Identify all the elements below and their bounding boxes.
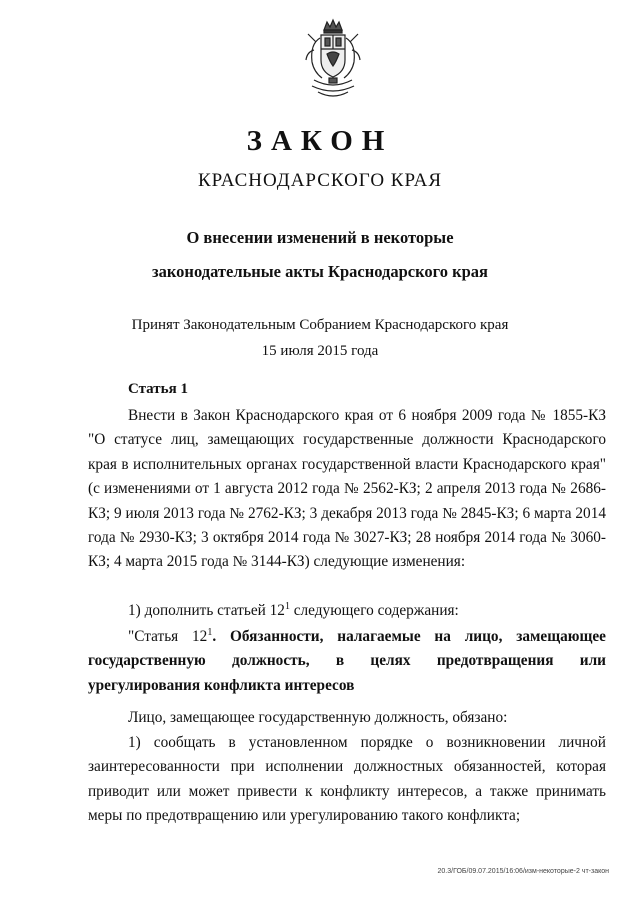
new-article-heading [88,625,606,698]
region-title: КРАСНОДАРСКОГО КРАЯ [197,170,442,191]
article-heading: Статья 1 [128,381,188,397]
item-1-sup: 1 [284,600,290,612]
new-article-title: . Обязанности, налагаемые на лицо, замещающее государственную должность, в целях предотвращения или урегулирования конфликта интересов [88,628,606,694]
item-1 [88,599,606,623]
subject-line-2: законодательные акты Краснодарского края [152,262,488,281]
article-1-text: Внести в Закон Краснодарского края от 6 ноября 2009 года № 1855-КЗ "О статусе лиц, замещающих государственные должности Краснодарского края в исполнительных органах государственной власти Краснодарского края" (с изменениями от 1 августа 2012 года № 2562-КЗ; 2 апреля 2013 года № 2686-КЗ; 9 июля 2013 года № 2762-КЗ; 3 декабря 2013 года № 2845-КЗ; 6 марта 2014 года № 2930-КЗ; 3 октября 2014 года № 3027-КЗ; 28 ноября 2014 года № 3060-КЗ; 4 марта 2015 года № 3144-КЗ) следующие изменения: [88,407,606,571]
file-reference: 20.3/ГОБ/09.07.2015/16:06/изм-некоторые-2 чт-закон [437,868,609,875]
adoption-body: Принят Законодательным Собранием Краснодарского края [131,317,509,333]
law-subject [0,221,640,289]
law-title: ЗАКОН [246,125,394,157]
adoption-info [0,312,640,364]
item-1-suffix: следующего содержания: [289,602,459,619]
subject-line-1: О внесении изменений в некоторые [186,228,454,247]
krasnodar-coat-of-arms-icon [300,16,366,102]
item-1-prefix: 1) дополнить статьей 12 [128,602,285,619]
new-article-sup: 1 [207,626,213,638]
obligation-intro: Лицо, замещающее государственную должность, обязано: [128,709,508,726]
duty-1: 1) сообщать в установленном порядке о возникновении личной заинтересованности при исполнении должностных обязанностей, которая приводит или может привести к конфликту интересов, а также принимать меры по предотвращению или урегулированию такого конфликта; [88,734,606,825]
adoption-date: 15 июля 2015 года [261,343,379,359]
new-article-prefix: "Статья 12 [128,628,208,645]
